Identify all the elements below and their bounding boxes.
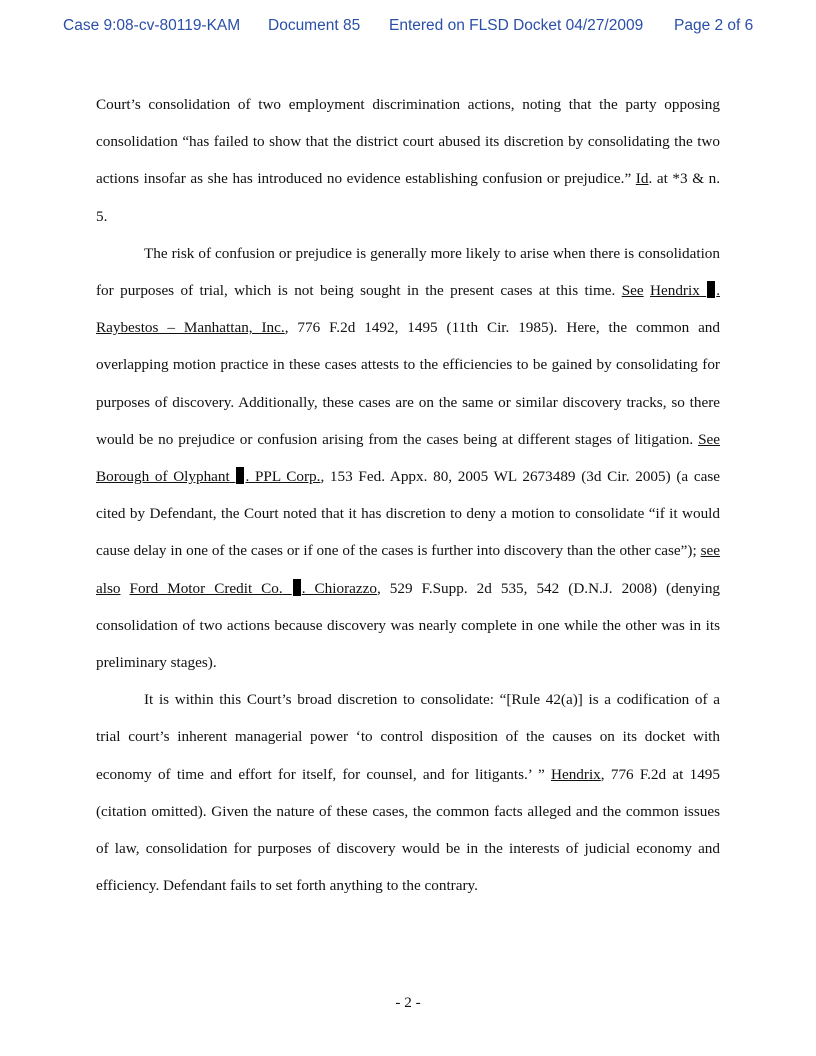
paragraph-1 <box>96 86 720 235</box>
paragraph-2 <box>96 235 720 681</box>
citation-id: Id <box>635 170 649 188</box>
redaction-mark <box>236 467 244 484</box>
text-run: , 153 Fed. Appx. 80, 2005 WL 2673489 (3d Cir. 2005) (a case cited by Defendant, the Court noted that it has discretion to deny a motion to consolidate “if it would cause delay in one of the cases or if one of the cases is further into discovery than the other case”); <box>96 468 720 560</box>
case-name-part: Hendrix <box>650 282 700 300</box>
case-name-part: . Chiorazzo <box>301 579 377 597</box>
text-run: , 776 F.2d at 1495 (citation omitted). Given the nature of these cases, the common facts alleged and the common issues of law, consolidation for purposes of discovery would be in the interests of judicial economy and efficiency. Defendant fails to set forth anything to the contrary. <box>96 765 720 895</box>
page-number: - 2 - <box>395 994 421 1011</box>
paragraph-3 <box>96 681 720 904</box>
case-name-part: . PPL Corp. <box>245 468 321 486</box>
citation-signal-see: See <box>698 430 720 448</box>
case-citation-hendrix-short: Hendrix <box>551 765 601 783</box>
citation-signal-see: See <box>621 282 644 300</box>
page-indicator: Page 2 of 6 <box>674 17 754 34</box>
text-run: The risk of confusion or prejudice is generally more likely to arise when there is consolidation for purposes of trial, which is not being sought in the present cases at this time. <box>96 244 720 300</box>
document-body <box>96 86 720 904</box>
text-run: Court’s consolidation of two employment discrimination actions, noting that the party opposing consolidation “has failed to show that the district court abused its discretion by consolidating the two actions insofar as she has introduced no evidence establishing confusion or prejudice.” <box>96 96 720 188</box>
case-number: Case 9:08-cv-80119-KAM <box>63 17 241 34</box>
text-run: , 776 F.2d 1492, 1495 (11th Cir. 1985). Here, the common and overlapping motion practice in these cases attests to the efficiencies to be gained by consolidating for purposes of discovery. Additionally, these cases are on the same or similar discovery tracks, so there would be no prejudice or confusion arising from the cases being at different stages of litigation. <box>96 319 720 448</box>
citation-signal-see-also: see also <box>96 542 720 597</box>
case-name-part: Ford Motor Credit Co. <box>129 579 283 597</box>
case-name-part: Borough of Olyphant <box>96 468 230 486</box>
text-run: . at *3 & n. 5. <box>96 170 721 225</box>
redaction-mark <box>293 579 301 596</box>
case-citation-olyphant <box>96 468 320 485</box>
docket-entry-date: Entered on FLSD Docket 04/27/2009 <box>389 17 644 34</box>
case-citation-ford <box>130 580 377 597</box>
text-run: It is within this Court’s broad discretion to consolidate: “[Rule 42(a)] is a codification of a trial court’s inherent managerial power ‘to control disposition of the causes on its docket with economy of time and effort for itself, for counsel, and for litigants.’ ” <box>96 691 720 783</box>
case-name-part: . Raybestos – Manhattan, Inc. <box>96 282 720 337</box>
redaction-mark <box>707 281 715 298</box>
document-number: Document 85 <box>268 17 361 34</box>
text-run: , 529 F.Supp. 2d 535, 542 (D.N.J. 2008) (denying consolidation of two actions because discovery was nearly complete in one while the other was in its preliminary stages). <box>96 579 721 672</box>
